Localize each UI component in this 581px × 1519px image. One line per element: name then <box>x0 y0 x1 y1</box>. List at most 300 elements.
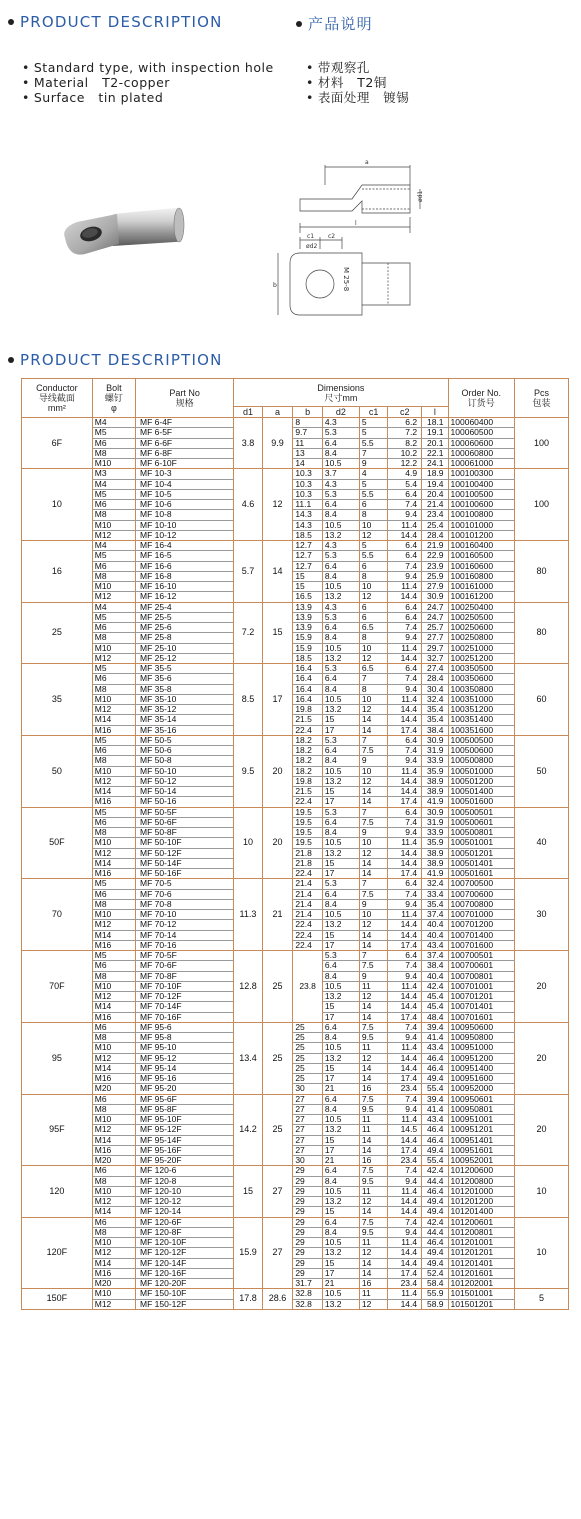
table-row <box>22 582 569 592</box>
cell-order-no: 100500500 <box>448 735 515 745</box>
cell-bolt: M5 <box>92 951 135 961</box>
cell-part-no: MF 70-10F <box>136 981 234 991</box>
cell-l: 49.4 <box>422 1197 448 1207</box>
cell-order-no: 100951400 <box>448 1063 515 1073</box>
cell-c1: 7.5 <box>359 961 388 971</box>
cell-bolt: M6 <box>92 500 135 510</box>
cell-bolt: M14 <box>92 787 135 797</box>
cell-bolt: M5 <box>92 551 135 561</box>
cell-c2: 23.4 <box>388 1279 422 1289</box>
cell-order-no: 100251200 <box>448 653 515 663</box>
cell-c2: 17.4 <box>388 1268 422 1278</box>
cell-conductor: 35 <box>22 664 93 736</box>
cell-order-no: 101202001 <box>448 1279 515 1289</box>
cell-bolt: M5 <box>92 428 135 438</box>
table-row <box>22 643 569 653</box>
cell-order-no: 100701600 <box>448 940 515 950</box>
cell-part-no: MF 50-14 <box>136 787 234 797</box>
cell-order-no: 101200600 <box>448 1166 515 1176</box>
table-row <box>22 664 569 674</box>
cell-pcs: 10 <box>515 1166 569 1217</box>
cable-lug-photo <box>55 200 190 265</box>
cell-b: 21.8 <box>293 848 323 858</box>
cell-c1: 12 <box>359 705 388 715</box>
cell-c1: 5.5 <box>359 438 388 448</box>
cell-l: 19.4 <box>422 479 448 489</box>
cell-c2: 11.4 <box>388 1186 422 1196</box>
header-c2: c2 <box>388 407 422 418</box>
cell-l: 46.4 <box>422 1238 448 1248</box>
cell-l: 55.4 <box>422 1084 448 1094</box>
cell-order-no: 100950800 <box>448 1033 515 1043</box>
cell-c1: 14 <box>359 869 388 879</box>
cell-b: 18.2 <box>293 735 323 745</box>
cell-d2: 13.2 <box>322 705 359 715</box>
cell-c1: 6.5 <box>359 664 388 674</box>
cell-c2: 7.4 <box>388 961 422 971</box>
cell-order-no: 100500801 <box>448 828 515 838</box>
cell-order-no: 100701401 <box>448 1002 515 1012</box>
cell-c1: 7.5 <box>359 1022 388 1032</box>
cell-c2: 14.4 <box>388 1197 422 1207</box>
cell-bolt: M10 <box>92 1186 135 1196</box>
table-row <box>22 551 569 561</box>
cell-bolt: M12 <box>92 920 135 930</box>
cell-c1: 8 <box>359 510 388 520</box>
table-row <box>22 766 569 776</box>
cell-part-no: MF 120-14F <box>136 1258 234 1268</box>
cell-d1: 14.2 <box>234 1094 263 1166</box>
cell-b: 25 <box>293 1043 323 1053</box>
cell-pcs: 50 <box>515 735 569 807</box>
cell-bolt: M16 <box>92 797 135 807</box>
cell-bolt: M16 <box>92 869 135 879</box>
cell-b: 11.1 <box>293 500 323 510</box>
cell-c2: 14.4 <box>388 705 422 715</box>
cell-c1: 12 <box>359 1197 388 1207</box>
cell-d2: 10.5 <box>322 1115 359 1125</box>
cell-order-no: 100951600 <box>448 1074 515 1084</box>
cell-c2: 14.4 <box>388 653 422 663</box>
cell-part-no: MF 50-6 <box>136 746 234 756</box>
cell-part-no: MF 35-10 <box>136 694 234 704</box>
header-d1: d1 <box>234 407 263 418</box>
cell-order-no: 100700801 <box>448 971 515 981</box>
cell-b: 12.7 <box>293 561 323 571</box>
cell-order-no: 100500501 <box>448 807 515 817</box>
cell-order-no: 100952001 <box>448 1156 515 1166</box>
cell-bolt: M4 <box>92 418 135 428</box>
cell-c1: 14 <box>359 1268 388 1278</box>
cell-b: 21.8 <box>293 858 323 868</box>
cell-bolt: M6 <box>92 561 135 571</box>
product-table-body <box>22 418 569 1310</box>
cell-l: 35.9 <box>422 838 448 848</box>
technical-drawing <box>270 155 440 330</box>
cell-d2: 10.5 <box>322 1238 359 1248</box>
cell-bolt: M14 <box>92 1207 135 1217</box>
cell-bolt: M16 <box>92 1268 135 1278</box>
cell-l: 42.4 <box>422 1217 448 1227</box>
cell-c1: 5.5 <box>359 489 388 499</box>
cell-bolt: M8 <box>92 1104 135 1114</box>
cell-c1: 11 <box>359 981 388 991</box>
cell-b: 21.4 <box>293 899 323 909</box>
cell-d2: 5.3 <box>322 879 359 889</box>
cell-c2: 14.4 <box>388 1258 422 1268</box>
cell-part-no: MF 16-4 <box>136 541 234 551</box>
cell-c1: 10 <box>359 910 388 920</box>
cell-part-no: MF 50-12 <box>136 776 234 786</box>
cell-b: 27 <box>293 1135 323 1145</box>
cell-d2: 5.3 <box>322 951 359 961</box>
cell-bolt: M12 <box>92 592 135 602</box>
cell-d2: 6.4 <box>322 1166 359 1176</box>
cell-bolt: M6 <box>92 438 135 448</box>
cell-l: 32.4 <box>422 879 448 889</box>
table-row <box>22 1033 569 1043</box>
cell-part-no: MF 95-8F <box>136 1104 234 1114</box>
cell-c1: 7 <box>359 807 388 817</box>
cell-c2: 11.4 <box>388 766 422 776</box>
cell-c2: 17.4 <box>388 725 422 735</box>
cell-c2: 8.2 <box>388 438 422 448</box>
table-section-title-text: PRODUCT DESCRIPTION <box>20 351 223 369</box>
cell-b: 8 <box>293 418 323 428</box>
cell-a: 12 <box>262 469 293 541</box>
cell-c1: 9 <box>359 828 388 838</box>
dim-label-l: l <box>355 220 357 227</box>
cell-c1: 10 <box>359 838 388 848</box>
cell-b: 13.9 <box>293 623 323 633</box>
bullet-icon: • <box>22 60 30 75</box>
header-dimensions <box>234 379 448 407</box>
cell-part-no: MF 50-8 <box>136 756 234 766</box>
cell-d1: 11.3 <box>234 879 263 951</box>
cell-order-no: 100951401 <box>448 1135 515 1145</box>
cell-l: 42.4 <box>422 981 448 991</box>
cell-c2: 9.4 <box>388 510 422 520</box>
cell-conductor: 120 <box>22 1166 93 1217</box>
cell-d2: 6.4 <box>322 746 359 756</box>
cell-d2: 15 <box>322 715 359 725</box>
feature-text: Material T2-copper <box>33 75 170 90</box>
cell-bolt: M12 <box>92 653 135 663</box>
cell-d2: 13.2 <box>322 1299 359 1309</box>
feature-item <box>306 90 409 105</box>
cell-bolt: M12 <box>92 1053 135 1063</box>
cell-bolt: M14 <box>92 1063 135 1073</box>
cell-part-no: MF 25-12 <box>136 653 234 663</box>
cell-c1: 9.5 <box>359 1104 388 1114</box>
cell-bolt: M16 <box>92 725 135 735</box>
cell-pcs: 80 <box>515 602 569 664</box>
cell-order-no: 101200800 <box>448 1176 515 1186</box>
cell-bolt: M12 <box>92 1125 135 1135</box>
table-row <box>22 602 569 612</box>
cell-order-no: 100101000 <box>448 520 515 530</box>
cell-c1: 10 <box>359 582 388 592</box>
cell-d2: 13.2 <box>322 920 359 930</box>
stamp-label: M 25-8 <box>342 267 350 292</box>
cell-bolt: M6 <box>92 1022 135 1032</box>
cell-pcs: 20 <box>515 951 569 1023</box>
table-row <box>22 520 569 530</box>
cell-c2: 9.4 <box>388 1033 422 1043</box>
cell-bolt: M12 <box>92 776 135 786</box>
cell-c1: 14 <box>359 1207 388 1217</box>
cell-part-no: MF 95-16F <box>136 1145 234 1155</box>
cell-bolt: M16 <box>92 1012 135 1022</box>
cell-c1: 12 <box>359 992 388 1002</box>
cell-c1: 12 <box>359 1053 388 1063</box>
cell-order-no: 100250600 <box>448 623 515 633</box>
cell-d2: 5.3 <box>322 735 359 745</box>
cell-b: 18.2 <box>293 766 323 776</box>
cell-b: 22.4 <box>293 920 323 930</box>
table-row <box>22 715 569 725</box>
title-text-cn: 产品说明 <box>308 15 373 33</box>
table-row <box>22 1238 569 1248</box>
cell-b: 10.3 <box>293 479 323 489</box>
cell-b: 29 <box>293 1268 323 1278</box>
cell-b: 19.5 <box>293 828 323 838</box>
cell-order-no: 100501001 <box>448 838 515 848</box>
cell-c2: 6.4 <box>388 551 422 561</box>
cell-l: 55.9 <box>422 1289 448 1299</box>
cell-order-no: 100060500 <box>448 428 515 438</box>
bullet-icon: • <box>306 90 314 105</box>
dim-label-d1: ød1 <box>417 190 424 202</box>
cell-d2: 3.7 <box>322 469 359 479</box>
cell-b: 15 <box>293 571 323 581</box>
cell-l: 37.4 <box>422 951 448 961</box>
cell-bolt: M12 <box>92 1299 135 1309</box>
cell-order-no: 100161200 <box>448 592 515 602</box>
cell-c1: 12 <box>359 530 388 540</box>
table-row <box>22 1207 569 1217</box>
cell-d2: 8.4 <box>322 1176 359 1186</box>
cell-c1: 9 <box>359 899 388 909</box>
cell-bolt: M14 <box>92 930 135 940</box>
header-pcs-cn: 包装 <box>532 398 551 408</box>
cell-pcs: 30 <box>515 879 569 951</box>
header-bolt-cn: 螺钉 <box>104 393 123 403</box>
cell-l: 49.4 <box>422 1074 448 1084</box>
dim-label-d2: ød2 <box>306 243 318 250</box>
cell-bolt: M8 <box>92 899 135 909</box>
cell-l: 40.4 <box>422 971 448 981</box>
cell-d2: 5.3 <box>322 807 359 817</box>
product-table <box>21 378 569 1310</box>
table-row <box>22 674 569 684</box>
cell-l: 41.4 <box>422 1104 448 1114</box>
cell-order-no: 100951000 <box>448 1043 515 1053</box>
table-row <box>22 438 569 448</box>
cell-bolt: M8 <box>92 571 135 581</box>
cell-c1: 7 <box>359 951 388 961</box>
cell-c1: 6.5 <box>359 623 388 633</box>
cell-part-no: MF 25-10 <box>136 643 234 653</box>
cell-order-no: 100351000 <box>448 694 515 704</box>
cell-order-no: 100350600 <box>448 674 515 684</box>
cell-bolt: M6 <box>92 623 135 633</box>
cell-part-no: MF 150-12F <box>136 1299 234 1309</box>
cell-l: 27.9 <box>422 582 448 592</box>
cell-part-no: MF 50-10F <box>136 838 234 848</box>
cell-bolt: M6 <box>92 889 135 899</box>
cell-c2: 23.4 <box>388 1156 422 1166</box>
table-row <box>22 448 569 458</box>
cell-c2: 11.4 <box>388 910 422 920</box>
cell-b: 21.5 <box>293 715 323 725</box>
cell-b: 30 <box>293 1156 323 1166</box>
cell-l: 38.4 <box>422 961 448 971</box>
table-row <box>22 1022 569 1032</box>
cell-c1: 14 <box>359 1002 388 1012</box>
cell-part-no: MF 120-6 <box>136 1166 234 1176</box>
cell-d2: 10.5 <box>322 694 359 704</box>
table-row <box>22 940 569 950</box>
cell-c2: 17.4 <box>388 1145 422 1155</box>
cell-l: 49.4 <box>422 1207 448 1217</box>
cell-d2: 13.2 <box>322 1248 359 1258</box>
cell-bolt: M12 <box>92 1248 135 1258</box>
cell-b: 23.8 <box>293 951 323 1023</box>
cell-bolt: M10 <box>92 582 135 592</box>
cell-c2: 6.4 <box>388 541 422 551</box>
cell-b: 25 <box>293 1053 323 1063</box>
cell-c2: 14.5 <box>388 1125 422 1135</box>
cell-l: 21.4 <box>422 500 448 510</box>
cell-c1: 10 <box>359 766 388 776</box>
cell-c1: 9 <box>359 756 388 766</box>
cell-c2: 7.4 <box>388 623 422 633</box>
cell-c2: 7.4 <box>388 674 422 684</box>
table-row <box>22 571 569 581</box>
cell-l: 38.4 <box>422 725 448 735</box>
cell-b: 29 <box>293 1207 323 1217</box>
cell-b: 32.8 <box>293 1299 323 1309</box>
cell-b: 12.7 <box>293 541 323 551</box>
cell-bolt: M10 <box>92 981 135 991</box>
cell-d2: 10.5 <box>322 643 359 653</box>
cell-c2: 14.4 <box>388 1207 422 1217</box>
cell-bolt: M8 <box>92 756 135 766</box>
cell-order-no: 101201401 <box>448 1258 515 1268</box>
cell-order-no: 100701201 <box>448 992 515 1002</box>
cell-d2: 4.3 <box>322 541 359 551</box>
cell-c1: 16 <box>359 1279 388 1289</box>
header-pcs <box>515 379 569 418</box>
cell-c2: 14.4 <box>388 1053 422 1063</box>
cell-l: 24.7 <box>422 602 448 612</box>
bullet-dot-icon <box>8 19 14 25</box>
cell-b: 22.4 <box>293 869 323 879</box>
header-conductor-label: Conductor <box>36 383 78 393</box>
feature-item <box>306 60 409 75</box>
cell-part-no: MF 150-10F <box>136 1289 234 1299</box>
cell-order-no: 100501400 <box>448 787 515 797</box>
cell-c2: 9.4 <box>388 1104 422 1114</box>
cell-bolt: M6 <box>92 746 135 756</box>
table-row <box>22 469 569 479</box>
cell-part-no: MF 70-6F <box>136 961 234 971</box>
cell-part-no: MF 70-16 <box>136 940 234 950</box>
cell-d2: 6.4 <box>322 1022 359 1032</box>
cell-c1: 12 <box>359 1248 388 1258</box>
cell-c2: 11.4 <box>388 838 422 848</box>
cell-bolt: M6 <box>92 1094 135 1104</box>
cell-conductor: 50 <box>22 735 93 807</box>
cell-conductor: 120F <box>22 1217 93 1289</box>
cell-part-no: MF 6-8F <box>136 448 234 458</box>
cell-c2: 14.4 <box>388 858 422 868</box>
cell-d1: 15 <box>234 1166 263 1217</box>
dim-label-c1: c1 <box>307 233 315 240</box>
cell-d2: 6.4 <box>322 961 359 971</box>
cell-bolt: M10 <box>92 910 135 920</box>
header-b: b <box>293 407 323 418</box>
cell-l: 31.9 <box>422 746 448 756</box>
cell-d1: 17.8 <box>234 1289 263 1310</box>
cell-order-no: 100950600 <box>448 1022 515 1032</box>
cell-c2: 10.2 <box>388 448 422 458</box>
feature-item <box>22 90 274 105</box>
cell-c2: 14.4 <box>388 1299 422 1309</box>
cell-part-no: MF 70-10 <box>136 910 234 920</box>
cell-b: 19.8 <box>293 705 323 715</box>
cell-conductor: 150F <box>22 1289 93 1310</box>
table-row <box>22 418 569 428</box>
cell-d2: 13.2 <box>322 1197 359 1207</box>
cell-c1: 14 <box>359 797 388 807</box>
cell-c2: 14.4 <box>388 848 422 858</box>
cell-c1: 11 <box>359 1043 388 1053</box>
cell-c2: 7.4 <box>388 817 422 827</box>
cell-c2: 14.4 <box>388 992 422 1002</box>
cell-l: 27.7 <box>422 633 448 643</box>
cell-l: 48.4 <box>422 1012 448 1022</box>
cell-d2: 10.5 <box>322 766 359 776</box>
cell-c2: 7.4 <box>388 1166 422 1176</box>
cell-b: 29 <box>293 1227 323 1237</box>
cell-c2: 6.4 <box>388 489 422 499</box>
cell-l: 35.4 <box>422 899 448 909</box>
cell-order-no: 100950801 <box>448 1104 515 1114</box>
cell-order-no: 100101200 <box>448 530 515 540</box>
table-row <box>22 899 569 909</box>
cell-c2: 11.4 <box>388 1115 422 1125</box>
cell-bolt: M10 <box>92 1115 135 1125</box>
cell-c1: 5 <box>359 418 388 428</box>
cell-l: 58.4 <box>422 1279 448 1289</box>
cell-part-no: MF 50-8F <box>136 828 234 838</box>
header-c1: c1 <box>359 407 388 418</box>
bullet-icon: • <box>22 75 30 90</box>
cell-bolt: M12 <box>92 530 135 540</box>
cell-order-no: 100160600 <box>448 561 515 571</box>
cell-l: 32.7 <box>422 653 448 663</box>
product-description-title-cn <box>296 13 373 34</box>
cell-order-no: 100701200 <box>448 920 515 930</box>
table-row <box>22 776 569 786</box>
cell-l: 21.9 <box>422 541 448 551</box>
cell-b: 18.2 <box>293 746 323 756</box>
table-row <box>22 746 569 756</box>
table-row <box>22 1043 569 1053</box>
cell-bolt: M8 <box>92 1033 135 1043</box>
